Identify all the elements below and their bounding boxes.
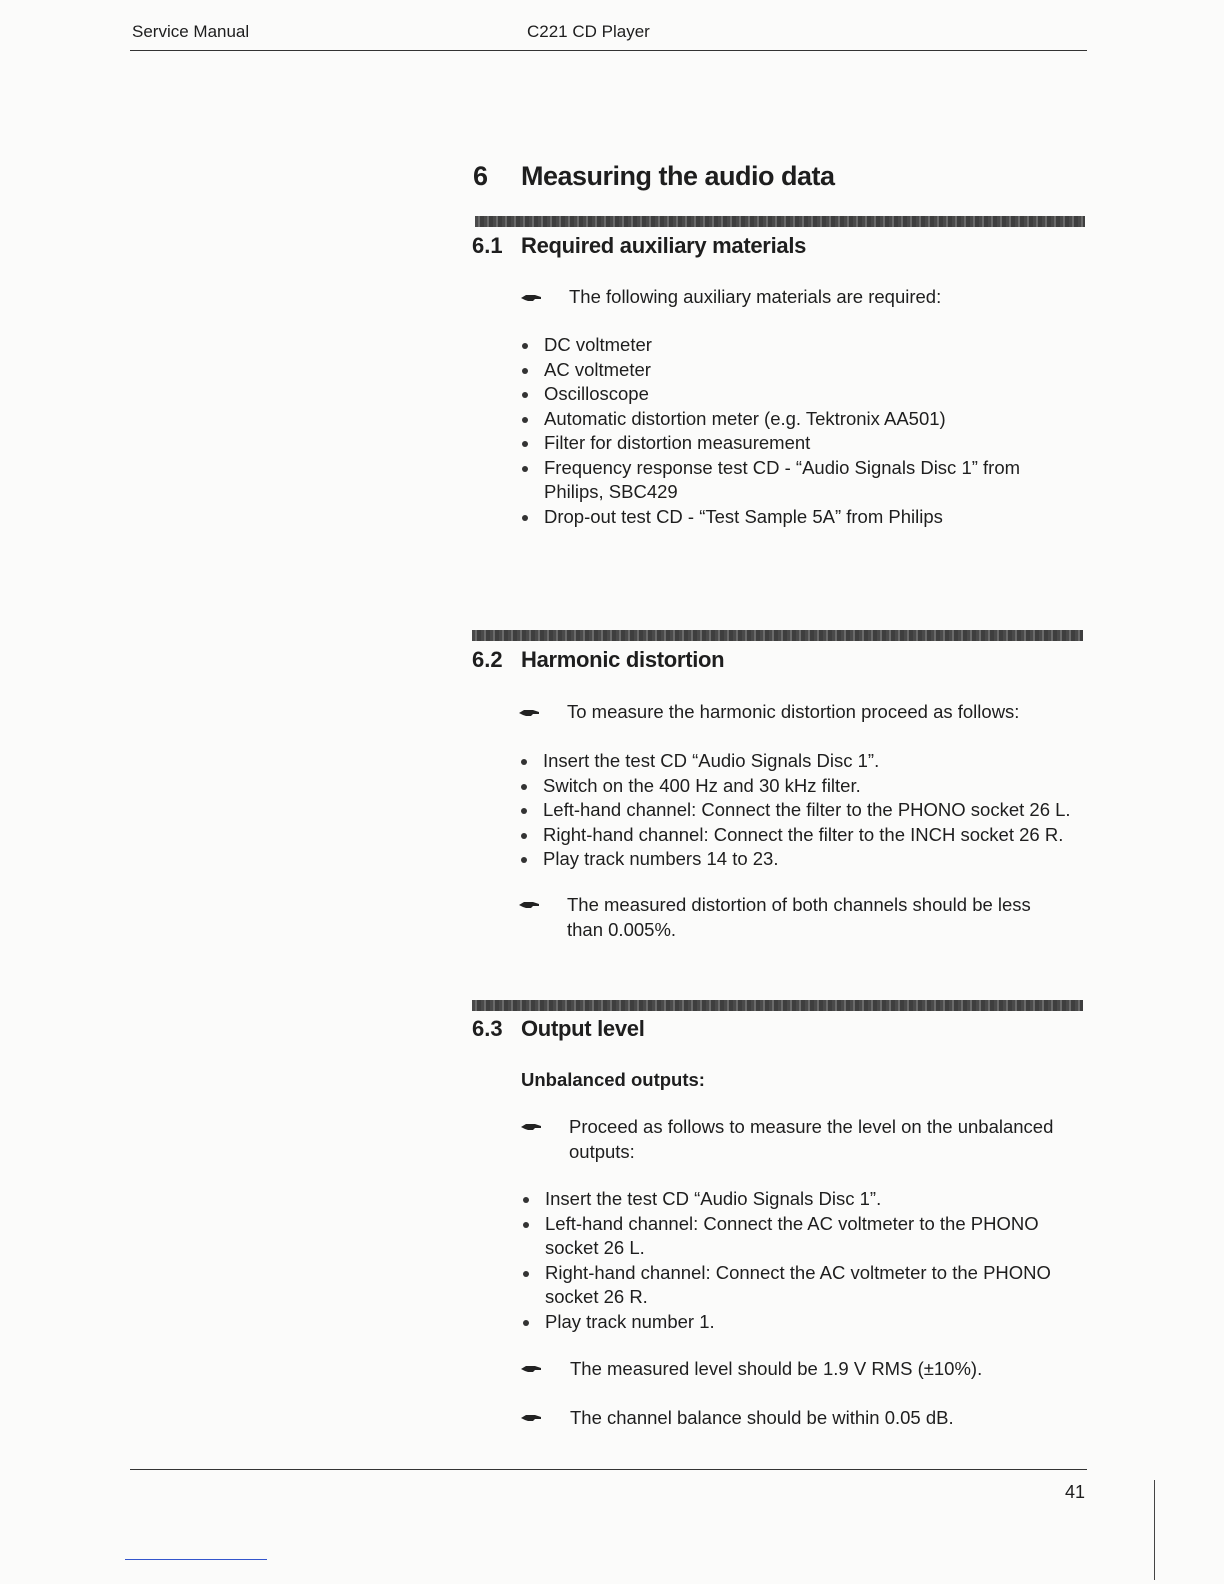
section-6-2-note: To measure the harmonic distortion proceed as follows: bbox=[567, 701, 1020, 722]
section-title-6-3: Output level bbox=[521, 1016, 645, 1041]
pointing-hand-icon bbox=[520, 1412, 542, 1424]
list-item: AC voltmeter bbox=[521, 358, 1061, 383]
pointing-hand-icon bbox=[520, 292, 542, 304]
section-bar-6-1 bbox=[475, 216, 1085, 227]
list-item: Right-hand channel: Connect the AC voltmeter to the PHONO socket 26 R. bbox=[522, 1261, 1062, 1310]
pointing-hand-icon bbox=[520, 1363, 542, 1375]
section-number-6-3: 6.3 bbox=[472, 1016, 503, 1041]
chapter-number: 6 bbox=[473, 161, 489, 191]
list-item: Play track numbers 14 to 23. bbox=[520, 847, 1100, 872]
section-6-2-result: The measured distortion of both channels should be less than 0.005%. bbox=[567, 894, 1031, 940]
section-6-3-subheading: Unbalanced outputs: bbox=[521, 1069, 705, 1090]
output-level-steps-list bbox=[522, 1187, 1062, 1334]
list-item: Play track number 1. bbox=[522, 1310, 1062, 1335]
page-number: 41 bbox=[1065, 1482, 1086, 1502]
scan-artifact-line bbox=[125, 1559, 267, 1560]
list-item: DC voltmeter bbox=[521, 333, 1061, 358]
list-item: Left-hand channel: Connect the filter to the PHONO socket 26 L. bbox=[520, 798, 1100, 823]
header-rule bbox=[130, 50, 1087, 51]
section-bar-6-3 bbox=[472, 1000, 1083, 1011]
list-item: Insert the test CD “Audio Signals Disc 1”. bbox=[522, 1187, 1062, 1212]
list-item: Insert the test CD “Audio Signals Disc 1”. bbox=[520, 749, 1100, 774]
materials-list bbox=[521, 333, 1061, 529]
section-number-6-1: 6.1 bbox=[472, 233, 503, 258]
list-item: Oscilloscope bbox=[521, 382, 1061, 407]
list-item: Automatic distortion meter (e.g. Tektronix AA501) bbox=[521, 407, 1061, 432]
pointing-hand-icon bbox=[518, 899, 540, 911]
list-item: Frequency response test CD - “Audio Signals Disc 1” from Philips, SBC429 bbox=[521, 456, 1061, 505]
section-6-3-result-balance: The channel balance should be within 0.05 dB. bbox=[570, 1407, 954, 1428]
scan-edge-right bbox=[1154, 1480, 1155, 1580]
section-6-3-note: Proceed as follows to measure the level on the unbalanced outputs: bbox=[569, 1116, 1054, 1162]
header-manual-title: Service Manual bbox=[132, 22, 250, 41]
list-item: Right-hand channel: Connect the filter to the INCH socket 26 R. bbox=[520, 823, 1100, 848]
section-6-1-note: The following auxiliary materials are required: bbox=[569, 286, 942, 307]
section-title-6-1: Required auxiliary materials bbox=[521, 233, 807, 258]
list-item: Filter for distortion measurement bbox=[521, 431, 1061, 456]
section-number-6-2: 6.2 bbox=[472, 647, 503, 672]
list-item: Left-hand channel: Connect the AC voltmeter to the PHONO socket 26 L. bbox=[522, 1212, 1062, 1261]
list-item: Drop-out test CD - “Test Sample 5A” from Philips bbox=[521, 505, 1061, 530]
list-item: Switch on the 400 Hz and 30 kHz filter. bbox=[520, 774, 1100, 799]
pointing-hand-icon bbox=[518, 707, 540, 719]
pointing-hand-icon bbox=[520, 1121, 542, 1133]
header-product-title: C221 CD Player bbox=[527, 22, 650, 41]
section-title-6-2: Harmonic distortion bbox=[521, 647, 725, 672]
section-6-3-result-level: The measured level should be 1.9 V RMS (±10%). bbox=[570, 1358, 983, 1379]
section-bar-6-2 bbox=[472, 630, 1083, 641]
harmonic-steps-list bbox=[520, 749, 1100, 872]
chapter-title: Measuring the audio data bbox=[521, 161, 835, 191]
footer-rule bbox=[130, 1469, 1087, 1470]
